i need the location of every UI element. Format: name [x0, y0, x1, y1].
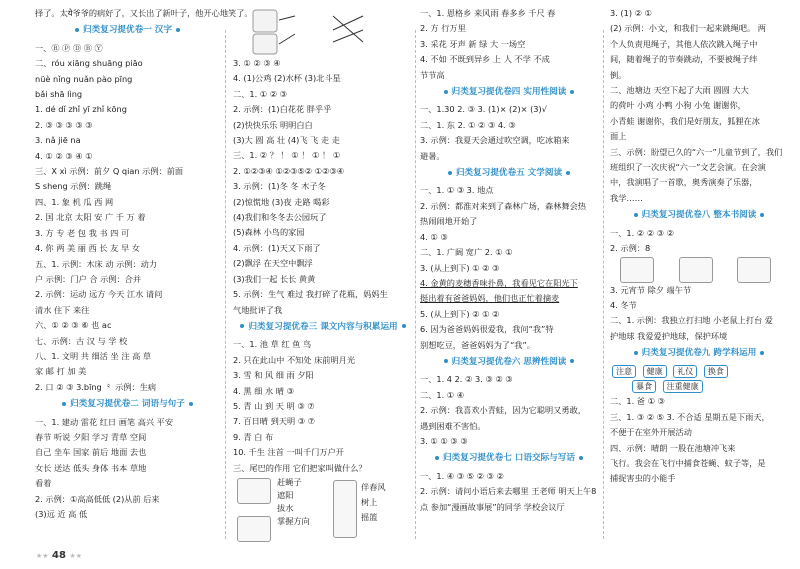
answer-line: 四、示例：晴朗 一股在池塘冲飞来 — [610, 442, 736, 453]
answer-line: 七、示例：古 汉 与 学 校 — [35, 335, 128, 346]
section-title-9: 归类复习提优卷九 跨学科运用 — [610, 346, 788, 361]
picture-icon — [253, 34, 277, 54]
answer-line: 一、1. 池 草 红 鱼 鸟 — [233, 339, 312, 350]
answer-line: 2. 示例：①高高低低 (2)从前 后来 — [35, 493, 160, 504]
section-title-4: 归类复习提优卷四 实用性阅读 — [420, 85, 598, 100]
answer-line: 小青蛙 谢谢你，我们是好朋友，狐狸在冰 — [610, 115, 760, 126]
firecracker-picture — [679, 257, 713, 283]
pill-row — [610, 379, 788, 394]
answer-line: 5. (从上到下) ② ① ② — [420, 308, 500, 319]
answer-line: 3. 示例：(1)冬 冬 木子冬 — [233, 181, 326, 192]
answer-line: 二、1. ① ② ③ — [233, 88, 288, 99]
answer-line: 2. 只在此山中 不知处 床前明月光 — [233, 354, 356, 365]
word-pill: 暴食 — [632, 380, 656, 393]
match-item: 遮阳 — [277, 489, 294, 500]
answer-line: (2)惊慌地 (3)夜 走路 喝彩 — [233, 196, 330, 207]
answer-line: (2) 示例：小文，和我们一起来跳绳吧。 两 — [610, 23, 766, 34]
answer-line: 1. dé dǐ zhǐ yī zhǐ kōng — [35, 104, 127, 115]
answer-line: 班组织了一次庆祝“六一”文艺会演。在会演 — [610, 162, 766, 173]
answer-line: 自己 坐车 国家 前后 地面 去也 — [35, 447, 147, 458]
picture-icon — [237, 478, 271, 504]
answer-line: 看着 — [35, 478, 52, 489]
answer-line: 热闹闹地开始了 — [420, 216, 478, 227]
answer-line: 10. 千生 注首 一叫千门万户开 — [233, 447, 344, 458]
answer-line: 三、尾巴的作用 它们把家叫做什么？ — [233, 462, 367, 473]
answer-line: 二、róu xiāng shuāng piāo — [35, 58, 143, 69]
answer-line: 倒。 — [610, 69, 627, 80]
answer-line: 二、池塘边 天空下起了大雨 圆圆 大大 — [610, 85, 749, 96]
answer-line: 2. 示例：8 — [610, 243, 651, 254]
answer-line: 的荷叶 小鸡 小鸭 小狗 小兔 谢谢你， — [610, 100, 746, 111]
answer-line: 3. (从上到下) ① ② ③ — [420, 262, 500, 273]
answer-line: 4. ① ③ — [420, 231, 448, 242]
answer-line: (4)我们和冬冬去公园玩了 — [233, 212, 327, 223]
section-title-7: 归类复习提优卷七 口语交际与写话 — [420, 451, 598, 466]
answer-line: 二、1. ① ④ — [420, 389, 465, 400]
answer-line: (3)我们一起 长长 黄黄 — [233, 273, 316, 284]
answer-line: 3. 雪 和 风 细 雨 夕阳 — [233, 370, 314, 381]
animal-matching — [233, 476, 413, 554]
answer-line: 清水 住下 来往 — [35, 304, 90, 315]
pill-row — [610, 364, 788, 379]
answer-line: 3. 采花 牙声 新 绿 大 一场空 — [420, 38, 526, 49]
answer-line: 四、1. 象 机 瓜 西 网 — [35, 196, 114, 207]
answer-line: 2. ③ ③ ③ ③ ③ — [35, 119, 93, 130]
answer-line: (2)快快乐乐 明明白白 — [233, 119, 313, 130]
answer-line: 二、1. 爸 ① ③ — [610, 396, 665, 407]
answer-line: 挺出着有爸爸妈妈，他们也正忙着摘麦 — [420, 293, 560, 304]
answer-line: 女长 送达 低头 身体 书本 草地 — [35, 462, 147, 473]
answer-line: 二、1. 广阔 宽广 2. ① ① — [420, 247, 513, 258]
answer-line: 五、1. 示例：木床 动 示例：动力 — [35, 258, 158, 269]
answer-line: 2. 口 ② ③ 3.bīng ⺀ 示例：生病 — [35, 381, 157, 392]
answer-line: nüè nǐng nuǎn pào pīng — [35, 73, 133, 84]
answer-line: 捕捉害虫的小能手 — [610, 473, 676, 484]
answer-line: 家 邮 打 加 美 — [35, 366, 87, 377]
answer-line: 别想吃豆，爸爸妈妈为了“我”。 — [420, 339, 535, 350]
answer-line: 5. 青 山 到 天 明 ③ ⑦ — [233, 400, 315, 411]
answer-line: 2. 示例：我喜欢小青蛙，因为它聪明又勇敢， — [420, 405, 586, 416]
word-pill: 健康 — [643, 365, 667, 378]
match-item: 树上 — [361, 496, 378, 507]
answer-line: 中，我演唱了一首歌，奥秀演奏了乐器， — [610, 177, 758, 188]
word-pill: 注意 — [612, 365, 636, 378]
answer-line: 护地球 我爱爱护地球，保护环境 — [610, 330, 728, 341]
answer-line: (2)飘浮 在天空中飘浮 — [233, 258, 313, 269]
answer-line: 避暑。 — [420, 150, 445, 161]
answer-line: 二、1. 东 2. ① ② ③ 4. ③ — [420, 119, 516, 130]
answer-line: 八、1. 文明 共 细活 坐 注 高 草 — [35, 350, 152, 361]
answer-line: 户 示例：门户 合 示例：合并 — [35, 273, 142, 284]
answer-line: 气地批评了我 — [233, 304, 283, 315]
match-item: 摇篮 — [361, 511, 378, 522]
answer-line: 面上 — [610, 131, 627, 142]
answer-line: 4. 示例：(1)天又下雨了 — [233, 242, 321, 253]
answer-line: 一、1. ① ③ 3. 地点 — [420, 185, 494, 196]
answer-line: 4. 你 两 美 丽 西 长 友 早 女 — [35, 243, 140, 254]
answer-line: 间，随着绳子的节奏跳动，不要被绳子绊 — [610, 54, 758, 65]
answer-line: 春节 听说 夕阳 学习 青草 空间 — [35, 431, 147, 442]
answer-line: 一、1.30 2. ③ 3. (1)× (2)× (3)√ — [420, 104, 547, 115]
answer-line: (3)远 近 高 低 — [35, 509, 88, 519]
answer-line: 三、示例：盼望已久的“六一”儿童节到了，我们 — [610, 146, 783, 157]
column-1 — [35, 6, 253, 522]
lantern-picture — [620, 257, 654, 283]
answer-line: 3. ① ② ③ ④ — [233, 58, 281, 68]
answer-line: 一、1. 4 2. ② 3. ③ ② ③ — [420, 374, 513, 385]
answer-line: 2. 国 北京 太阳 安 广 千 万 着 — [35, 212, 146, 223]
picture-icon — [253, 10, 277, 32]
answer-line: 一、1. ④ ③ ⑤ ② ③ ② — [420, 470, 504, 481]
answer-line: 4. 冬节 — [610, 299, 637, 310]
answer-line: 3. 方 专 老 包 我 书 四 可 — [35, 227, 130, 238]
word-pill: 注重健康 — [663, 380, 703, 393]
column-4 — [610, 6, 788, 487]
answer-line: 3. 元宵节 除夕 端午节 — [610, 284, 692, 295]
column-divider — [225, 30, 226, 539]
answer-line: bǎi shā lìng — [35, 89, 83, 100]
answer-line: 3. nǎ jiē na — [35, 135, 81, 146]
picture-icon — [237, 516, 271, 542]
section-title-3: 归类复习提优卷三 课文内容与积累运用 — [233, 320, 413, 335]
answer-line: 一、1. 建动 雷花 红日 画笔 高兴 平安 — [35, 416, 174, 427]
column-divider — [603, 30, 604, 539]
answer-line: 2. 示例：运动 远方 今天 江水 请问 — [35, 289, 163, 300]
answer-line: S sheng 示例：跳绳 — [35, 181, 112, 192]
answer-line: 3. ① ① ③ ③ — [420, 435, 468, 446]
answer-line: 一、Ⓡ Ⓟ Ⓓ Ⓑ Ⓨ — [35, 42, 103, 53]
answer-line: 4. 黑 细 水 晴 ③ — [233, 385, 294, 396]
answer-line: 4. 不如 不既到异乡 上 人 不学 不成 — [420, 54, 550, 65]
column-2 — [233, 6, 413, 554]
column-3 — [420, 6, 598, 515]
word-pill: 礼仪 — [673, 365, 697, 378]
answer-line: 2. 方 行万里 — [420, 23, 466, 34]
page-number: ★★ 48 ★★ — [36, 550, 83, 561]
answer-line: 4. (1)公鸡 (2)水杯 (3)北斗星 — [233, 73, 341, 84]
section-title-6: 归类复习提优卷六 思辨性阅读 — [420, 355, 598, 370]
answer-line: 节节高 — [420, 69, 445, 80]
answer-line: (5)森林 小鸟的家园 — [233, 227, 305, 238]
answer-line: 3. (1) ② ① — [610, 8, 652, 18]
intro-text: 择了。太ये爷爷的病好了，又长出了新叶子，他开心地笑了。 — [35, 8, 253, 18]
match-item: 赶蝇子 — [277, 476, 302, 487]
answer-line: 6. 因为爸爸妈妈很爱我，我问“我”特 — [420, 324, 554, 335]
section-title-5: 归类复习提优卷五 文学阅读 — [420, 166, 598, 181]
answer-line: 点 参加“漫画故事展”的同学 学校会议厅 — [420, 501, 565, 512]
match-item: 伴春风 — [361, 481, 386, 492]
answer-line: 三、1. ② ？ ！ ① ！ ① ！ ① — [233, 150, 341, 161]
answer-line: 飞行。我会在飞行中捕食苍蝇、蚊子等，是 — [610, 457, 766, 468]
matching-diagram — [233, 6, 411, 56]
answer-line: 2. ①②③④ ①②③⑤② ①②③④ — [233, 165, 345, 176]
word-pill: 换食 — [704, 365, 728, 378]
festival-pictures — [610, 257, 788, 283]
answer-line: 4. 金黄的麦穗香味扑鼻，我看见它在阳光下 — [420, 277, 578, 288]
answer-line: 7. 百日晴 到天明 ③ ⑦ — [233, 416, 316, 427]
answer-line: 3. 示例：我夏天会通过吹空调，吃冰箱来 — [420, 135, 570, 146]
answer-line: 二、1. 示例：我独立打扫地 小老鼠上打台 爱 — [610, 315, 773, 326]
answer-line: 2. 示例：(1)白花花 胖乎乎 — [233, 104, 332, 115]
answer-line: 三、1. ③ ② ⑤ 3. 不合适 星期五是下雨天， — [610, 411, 770, 422]
section-title-2: 归类复习提优卷二 词语与句子 — [35, 397, 220, 412]
answer-line: 2. 示例：都淮对来到了森林广场，森林舞会热 — [420, 200, 586, 211]
answer-line: 9. 青 白 布 — [233, 431, 274, 442]
match-item: 拔水 — [277, 502, 294, 513]
answer-line: 六、① ② ③ ⑥ 也 ac — [35, 320, 112, 331]
picture-icon — [333, 480, 357, 538]
column-divider — [415, 30, 416, 539]
dragon-boat-picture — [737, 257, 771, 283]
match-item: 掌握方向 — [277, 515, 310, 526]
answer-line: 个人负责甩绳子，其他人依次跳入绳子中 — [610, 38, 758, 49]
answer-line: 我学…… — [610, 192, 643, 203]
answer-line: 遇到困难不害怕。 — [420, 420, 486, 431]
section-title-1: 归类复习提优卷一 汉字 — [35, 23, 220, 38]
answer-line: 不便于在室外开展活动 — [610, 427, 692, 438]
answer-line: 5. 示例：生气 难过 我打碎了花瓶，妈妈生 — [233, 289, 388, 300]
answer-line: 2. 示例：请问小语后来去哪里 王老师 明天上午8 — [420, 486, 597, 497]
answer-line: 一、1. ② ② ③ ② — [610, 227, 674, 238]
answer-line: 4. ① ② ③ ④ ① — [35, 150, 93, 161]
answer-line: 三、X xì 示例：前夕 Q qian 示例：前面 — [35, 166, 184, 177]
answer-line: (3)大 圆 高 壮 (4)飞 飞 走 走 — [233, 135, 340, 146]
section-title-8: 归类复习提优卷八 整本书阅读 — [610, 208, 788, 223]
answer-line: 一、1. 恩格乡 来风雨 春多乡 千尺 春 — [420, 8, 556, 18]
